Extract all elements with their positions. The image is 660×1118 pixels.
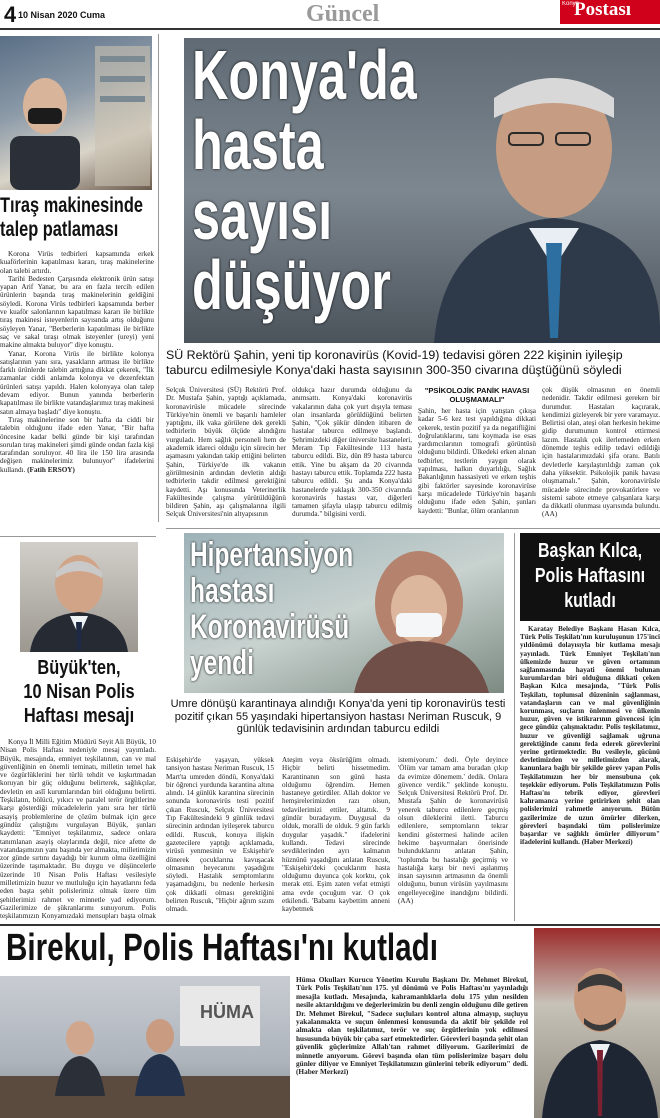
- buyuk-article: Konya İl Milli Eğitim Müdürü Seyit Ali Büyük, 10 Nisan Polis Haftası nedeniyle mesaj yayımladı. Büyük, mesajında, emniyet teşkilatının, can ve mal güvenliğinin en önemli teminatı, milletin temel hak ve özgürlüklerini her türlü tehdit ve kışkırtmadan koruyan bir güç olduğunu belirterek, sağlıkçılar, devletin en aslî kurumlarından biri olduğunu belirtti. Teşkilatın, bölücü, yıkıcı ve paralel terör örgütlerine karşı gösterdiği mücadelelerin yanı sıra her türlü asayiş problemlerine de çözüm bulmak için gece gündüz çalıştığını vurgulayan Büyük, şunları kaydetti: "Emniyet teşkilatımız, sadece onlara tanımlanan asayiş olaylarında değil, nice afette de vatandaşımızın yanı başında yer almakta, milletimizin zor günde sırtını dayadığı bir kurum olma özelliğini üzerinde taşımaktadır. Bu duygu ve düşüncelerle üzerinde 10 Nisan Polis Haftası vesilesiyle milletimizin huzur ve mutluluğu için hayatlarını feda eden başta şehit polislerimiz olmak üzere tüm şehitlerimizi rahmet ve minnetle yad ediyorum. Gazilerimize de şükranlarımı sunuyorum. Polis teşkilatımızın Konyamızdaki mensupları başta olmak: [0, 738, 156, 920]
- shaving-para-2: Tarihi Bedesten Çarşısında elektronik ürün satışı yapan Arif Yanar, bu ara en fazla tercih edilen ürünlerin başında tıraş makinelerinin geldiğini söyledi. Korona Virüs tedbirleri kapsamında berber ve kuaför salonlarının kapatılması kararı ile birlikte tıraş makinesi isteyenlerin sayısında artış olduğunu söyleyen Yanar, "Berberlerin kapatılması ile birlikte saç ve sakal tıraşı olmak isteyenler (ureyi) yeni makine almakta buluyor" diye konuştu.: [0, 274, 154, 350]
- hyp-col-1: Eskişehir'de yaşayan, yüksek tansiyon hastası Neriman Ruscuk, 15 Mart'ta umreden döndü, Konya'daki bir öğrenci yurdunda karantina altına alındı. 14 günlük karantina sürecinin sonunda koronavirüs testi pozitif çıkan Ruscuk, Selçuk Üniversitesi Tıp Fakültesindeki 9 günlük tedavi sürecinin ardından iyileşerek taburcu edildi. Ruscuk, konuya ilişkin gazetecilere yaptığı açıklamada, virüsü yenmesinin ve Eskişehir'e dönerek çocuklarına kavuşacak olmasının heyecanını yaşadığını söyledi. Hastalık semptomlarını yaşamadığını, bu nedenle herkesin çok dikkatli olması gerektiğini belirten Ruscuk, "Hiçbir ağrım sızım olmadı.: [166, 756, 274, 914]
- kilca-headline-box: [520, 533, 660, 621]
- lead-col-2: oldukça hazır durumda olduğunu da anımsattı. Konya'daki koronavirüs vakalarının daha çok yurt dışıyla teması olan insanlarda görüldüğünü belirten Şahin, "Çok şükür dünden itibaren de hastalar taburcu edilmeye başlandı. Şehrimizdeki diğer üniversite hastaneleri, Meram Tıp Fakültesinde 113 hasta taburcu edildi. Biz, dün 89 hasta taburcu ettik. Yine bu akşam da 20 civarında hastayı taburcu ettik. Toplamda 222 hasta taburcu edildi. Şu anda Konya'daki hastanelerde yaklaşık 300-350 civarında koronavirüs hastası var, diğerleri tamamen şifayla ulaşıp taburcu edilmiş durumda." bilgisini verdi.: [292, 386, 412, 519]
- kilca-box: [520, 533, 660, 921]
- shaving-para-1: Korona Virüs tedbirleri kapsamında erkek kuaförlerinin kapatılması kararı, tıraş makinelerine olan talebi artırdı.: [0, 250, 154, 275]
- shaving-headline-line-1: Tıraş makinesinde: [0, 194, 143, 217]
- page-header: [0, 0, 660, 30]
- lead-headline-line-4: düşüyor: [192, 246, 391, 324]
- kilca-headline-line-1: Başkan Kılca,: [537, 540, 643, 562]
- lead-photo: [184, 38, 660, 343]
- birekul-portrait-photo: [534, 928, 660, 1118]
- lead-deck: SÜ Rektörü Şahin, yeni tip koronavirüs (Kovid-19) tedavisi gören 222 kişinin iyileşip taburcu edilmesiyle Konya'daki hasta sayısının 300-350 civarına düştüğünü söyledi: [166, 348, 623, 377]
- hyp-headline-line-1: Hipertansiyon: [190, 537, 354, 574]
- shaving-para-3: Yanar, Korona Virüs ile birlikte kolonya satışlarının yanı sıra, yasakların artması ile birlikte farklı ürünlerde talebin arttığına dikkat çekerek, "İlk zamanlar ciddi anlamda kolonya ve dezenfektan ürünleri satışı yapıldı. Halen kolonyaya olan talep devam ediyor. Bunun yanında berberlerin kapatılması ile birlikte vatandaşlarımız tıraş makinesi satın almaya başladı" diye konuştu.: [0, 349, 154, 416]
- hyp-headline-line-3: Koronavirüsü: [190, 608, 350, 646]
- shaving-article: [0, 250, 154, 498]
- hyp-headline-line-4: yendi: [190, 644, 254, 682]
- birekul-top-rule: [0, 924, 660, 926]
- hypertension-photo: [184, 533, 504, 693]
- logo-prefix: Konya: [562, 1, 580, 7]
- buyuk-portrait: [20, 542, 138, 652]
- hyp-headline-line-2: hastası: [190, 572, 275, 610]
- header-rule: [0, 28, 660, 30]
- birekul-headline: [6, 928, 536, 970]
- lead-col-4: çok düşük olmasının en önemli nedenidir. Takdir edilmesi gereken bir durumdur. Hastaları kaçırarak, kendimizi gizleyerek bir yere varamayız. Belirtisi olan, ateşi olan herkesin hekime gidip durumunun kontrol ettirmesi lazım. Hastalık çok ilerlemeden erken dönemde teşhis edilip tedavi edildiği için hastalarımızdaki şifa oranı. Batılı devletlerle karşılaştırıldığı zaman çok daha yüksektir. Psikolojik panik havası oluşmamalı." Şahin, koronavirüsle mücadele sürecinde provokatörlere ve sistemi sabote etmeye çalışanlara karşı da dikkatli olunması uyarısında bulundu. (AA): [542, 386, 660, 519]
- left-section-rule: [0, 536, 156, 537]
- hyp-col-2: Ateşim veya öksürüğüm olmadı. Hiçbir belirti hissetmedim. Karantinanın son günü hasta olduğumu öğrendim. Hemen hastaneye getirdiler. Allah doktor ve hemşirelerimizden razı olsun, tedavilerimizi ettiler, altattık. 9 gündür buradayım. Duygusal da olduk, moralli de olduk. 9 gün farklı duygular yaşadık." ifadelerini kullandı. Tedavi sürecinde sevdiklerinden ayrı kalmanın hüznünü yaşadığını anlatan Ruscuk, "Eskişehir'deki çocuklarım hasta olduğumu duyunca çok korktu, çok merak etti. Eşim zaten vefat etmişti ama evde çocuğum var. O çok etkilendi. 'Babamı kaybettim anneni kaybetmek: [282, 756, 390, 914]
- shaving-para-4-text: Tıraş makinelerine son bir hafta da ciddi bir talebin olduğunu ifade eden Yanar, "Bir hafta öncesine kadar belki günde bir kişi tarafından sorulan tıraş makineleri şimdi günde ondan fazla kişi tarafından soruluyor. 40 lira ile 150 lira arasında değişen makinelerimiz bulunuyor" ifadelerini kullandı.: [0, 415, 154, 474]
- shopkeeper-illustration: [0, 36, 152, 190]
- birekul-article: Hüma Okulları Kurucu Yönetim Kurulu Başkanı Dr. Mehmet Birekul, Türk Polis Teşkilatı'nın 175. yıl dönümü ve Polis Haftası'nı yayınladığı mesajla kutladı. Mesajında, kahramanlıklarla dolu 175 yılın nesilden nesile aktarıldığını ve değerlerimizin bu denli zengin olduğunu dile getiren Dr. Mehmet Birekul, "Sadece suçluları kontrol altına almayıp, suçluyu yakalanmakta ve suçun önlenmesi konusunda da aktif bir şekilde rol almakta olan teşkilatımız, terör ve suç örgütlerinin yok edilmesi hususunda büyük bir çaba sarf etmektedirler. Görevleri başında şehit olan güvenlik güçlerimize Allah'tan rahmet diliyorum. Gazilerimizi de minnetle anıyorum. Görevi başında olan tüm polislerimize başarı dolu günler diliyor ve Emniyet Teşkilatımızın günlerini tebrik ediyorum" dedi. (Haber Merkezi): [296, 976, 528, 1077]
- issue-date: 10 Nisan 2020 Cuma: [18, 10, 106, 20]
- lead-bottom-rule: [166, 528, 660, 529]
- buyuk-headline-line-2: 10 Nisan Polis: [23, 681, 135, 703]
- logo-text: Postası: [574, 0, 631, 20]
- masthead-logo: [560, 0, 660, 24]
- lead-col-1: Selçuk Üniversitesi (SÜ) Rektörü Prof. Dr. Mustafa Şahin, yaptığı açıklamada, koronavirüsle mücadele sürecinde Türkiye'nin önemli ve başarılı hamleler yaptığını, ilk vaka görülene dek gerekli tedbirlerin büyük ölçüde alındığını vurguladı. Hem sağlık personeli hem de akademik idareci olduğu için sürecin her aşamasını yakından takip ettiğini belirten Şahin, Türkiye'de ilk vakanın görülmesinin ardından devletin aldığı tedbirlerin takdir edilmesi gerektiğini kaydetti. Aşı konusunda Veterinerlik Fakültesinde çalışma yürütüldüğünü bildiren Şahin, aşı çalışmalarına ilgili Selçuk Üniversitesi'nin altyapısının: [166, 386, 286, 519]
- kilca-headline-line-3: kutladı: [564, 590, 616, 612]
- birekul-portrait: [534, 928, 660, 1118]
- buyuk-headline: [0, 656, 158, 736]
- buyuk-headline-line-1: Büyük'ten,: [37, 657, 121, 679]
- birekul-left-photo: [0, 976, 290, 1118]
- lead-headline: [192, 40, 492, 340]
- column-divider-right: [514, 533, 515, 921]
- lead-headline-line-1: Konya'da: [192, 40, 417, 114]
- shaving-byline: (Fatih ERSOY): [27, 465, 75, 474]
- lead-subhead: "PSİKOLOJİK PANİK HAVASI OLUŞMAMALI": [424, 386, 530, 404]
- lead-headline-line-3: sayısı: [192, 176, 333, 254]
- shaving-headline-line-2: talep patlaması: [0, 218, 119, 241]
- hypertension-deck: Umre dönüşü karantinaya alındığı Konya'da yeni tip koronavirüs testi pozitif çıkan 55 yaşındaki hipertansiyon hastası Neriman Ruscuk, 9 günlük tedavisinin ardından taburcu edildi: [170, 698, 506, 736]
- lead-col-3-text: Şahin, her hasta için yatıştan çıkışa kadar 5-6 kez test yapıldığına dikkati çekerek, testin pozitif ya da negatifliğini doğrulatıklarını, tanı koymada ise esas yardımcılarının tomografi görüntüsü olduğunu bildirdi. Ülkedeki erken alınan tedbirler, testlerin yaygın olarak yapılması, halkın duyarlılığı, Sağlık Bakanlığının hassasiyeti ve erken teşhis gibi faktörler sayesinde koronavirüse karşı mücadelede Türkiye'nin başarılı olduğunu ifade eden Şahin, şunları kaydetti: "Bunlar, ölüm oranlarının: [418, 407, 536, 515]
- shaving-para-4: [0, 416, 154, 474]
- birekul-photo-sign: HÜMA: [200, 1002, 254, 1022]
- lead-headline-line-2: hasta: [192, 106, 324, 184]
- lead-col-3: [418, 386, 536, 526]
- shaving-headline: [0, 194, 156, 248]
- buyuk-photo: [20, 542, 138, 652]
- column-divider-left: [158, 34, 159, 522]
- hyp-col-3: istemiyorum.' dedi. Öyle deyince 'Ölüm var tamam ama buradan çıkıp da evimize dönemem.' dedik. Onlara güvence verdik." şeklinde konuştu. Selçuk Üniversitesi Rektörü Prof. Dr. Mustafa Şahin de koronavirüsü yenerek taburcu edilenlere geçmiş olsun dileklerini iletti. Taburcu edilenlere, semptomların tekrar kendini göstermesi halinde acilen hekime başvurmaları önerisinde bulunduklarını anlatan Şahin, "toplumda bu hastalığı geçirmiş ve hastalığa karşı bir nevi aşılanmış insan sayısının artmasının da önemli olduğunu, bunun virüsün yayılmasını engelleyeceğine inandığını bildirdi. (AA): [398, 756, 508, 906]
- kilca-article: Karatay Belediye Başkanı Hasan Kılca, Türk Polis Teşkilatı'nın kuruluşunun 175'inci yıldönümü dolayısıyla bir kutlama mesajı yayınladı. Türk Emniyet Teşkilatı'nın ülkemizde huzur ve güven ortamının sağlanmasında hayati önemi bulunan kurumlardan biri olduğuna dikkati çeken Başkan Kılca mesajında, "Türk Polis Teşkilatı, toplumsal düzeninin sağlanması, vatandaşların can ve mal güvenliğinin korunması, suçların önlenmesi ve ülkenin huzur, güven ve istikrarının güvencesi için gece gündüz çalışmaktadır. Polis teşkilatımız, huzur ve güvenliği sağlamak uğruna gerektiğinde canını feda ederek görevlerini yerine getirmektedir. Bu vesileyle, gücünü devletimizden ve milletimizden alarak, kanunlara bağlı bir şekilde görev yapan Polis Teşkilatımızın her bir mensubuna çok teşekkür ediyorum. Polis Teşkilatımızın Polis Haftası'nı tebrik ediyor, görevleri kahramanca yerine getirirken şehit olan polislerimizi rahmetle anıyorum. Bütün gazilerimize de uzun ömürler dilerken, görevleri başındaki tüm polislerimize başarılar ve sağlıklı ömürler diliyorum" ifadelerini kullandı. (Haber Merkezi): [520, 625, 660, 847]
- kilca-headline-line-2: Polis Haftasını: [534, 565, 646, 587]
- birekul-headline-text: Birekul, Polis Haftası'nı kutladı: [6, 928, 438, 969]
- meeting-illustration: [0, 976, 290, 1118]
- shop-photo: [0, 36, 152, 190]
- page-number: 4: [4, 2, 17, 27]
- hypertension-headline: [190, 537, 390, 687]
- buyuk-headline-line-3: Haftası mesajı: [23, 705, 135, 727]
- section-title: Güncel: [306, 1, 380, 27]
